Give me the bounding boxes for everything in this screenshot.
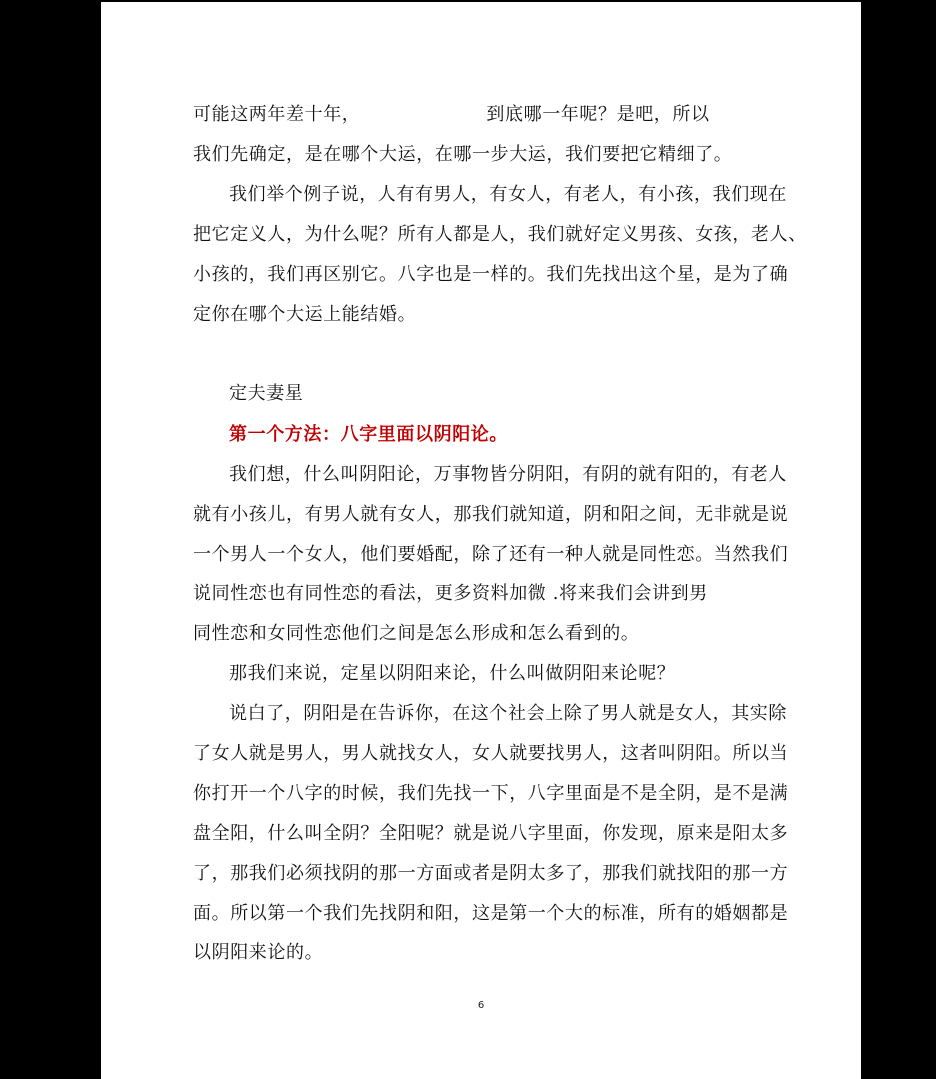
text-line: 一个男人一个女人，他们要婚配，除了还有一种人就是同性恋。当然我们 xyxy=(193,544,789,565)
text-fragment: 可能这两年差十年， xyxy=(193,104,361,125)
paragraph-start: 说白了，阴阳是在告诉你，在这个社会上除了男人就是女人，其实除 xyxy=(229,703,787,724)
text-line: 把它定义人，为什么呢？所有人都是人，我们就好定义男孩、女孩，老人、 xyxy=(193,224,807,245)
text-line: 就有小孩儿，有男人就有女人，那我们就知道，阴和阳之间，无非就是说 xyxy=(193,504,789,525)
text-line xyxy=(193,103,710,127)
paragraph-start: 我们想，什么叫阴阳论，万事物皆分阴阳，有阴的就有阳的，有老人 xyxy=(229,464,787,485)
text-line: 盘全阳，什么叫全阴？全阳呢？就是说八字里面，你发现，原来是阳太多 xyxy=(193,823,789,844)
page-number: 6 xyxy=(477,1000,485,1011)
method-heading: 第一个方法：八字里面以阴阳论。 xyxy=(229,424,508,445)
text-line: 说同性恋也有同性恋的看法，更多资料加微 .将来我们会讲到男 xyxy=(193,583,708,604)
text-line: 同性恋和女同性恋他们之间是怎么形成和怎么看到的。 xyxy=(193,623,640,644)
text-line: 了，那我们必须找阴的那一方面或者是阴太多了，那我们就找阳的那一方 xyxy=(193,863,789,884)
section-title: 定夫妻星 xyxy=(229,383,304,404)
text-line: 小孩的，我们再区别它。八字也是一样的。我们先找出这个星，是为了确 xyxy=(193,264,789,285)
text-line: 以阴阳来论的。 xyxy=(193,942,324,963)
document-page xyxy=(101,2,861,1079)
text-line: 面。所以第一个我们先找阴和阳，这是第一个大的标准，所有的婚姻都是 xyxy=(193,903,789,924)
paragraph-start: 那我们来说，定星以阴阳来论，什么叫做阴阳来论呢？ xyxy=(229,663,676,684)
paragraph-start: 我们举个例子说，人有有男人，有女人，有老人，有小孩，我们现在 xyxy=(229,184,787,205)
text-line: 了女人就是男人，男人就找女人，女人就要找男人，这者叫阴阳。所以当 xyxy=(193,743,789,764)
text-line: 我们先确定，是在哪个大运，在哪一步大运，我们要把它精细了。 xyxy=(193,144,733,165)
text-line: 定你在哪个大运上能结婚。 xyxy=(193,304,417,325)
text-fragment: 到底哪一年呢？是吧，所以 xyxy=(486,104,710,125)
text-line: 你打开一个八字的时候，我们先找一下，八字里面是不是全阴，是不是满 xyxy=(193,783,789,804)
